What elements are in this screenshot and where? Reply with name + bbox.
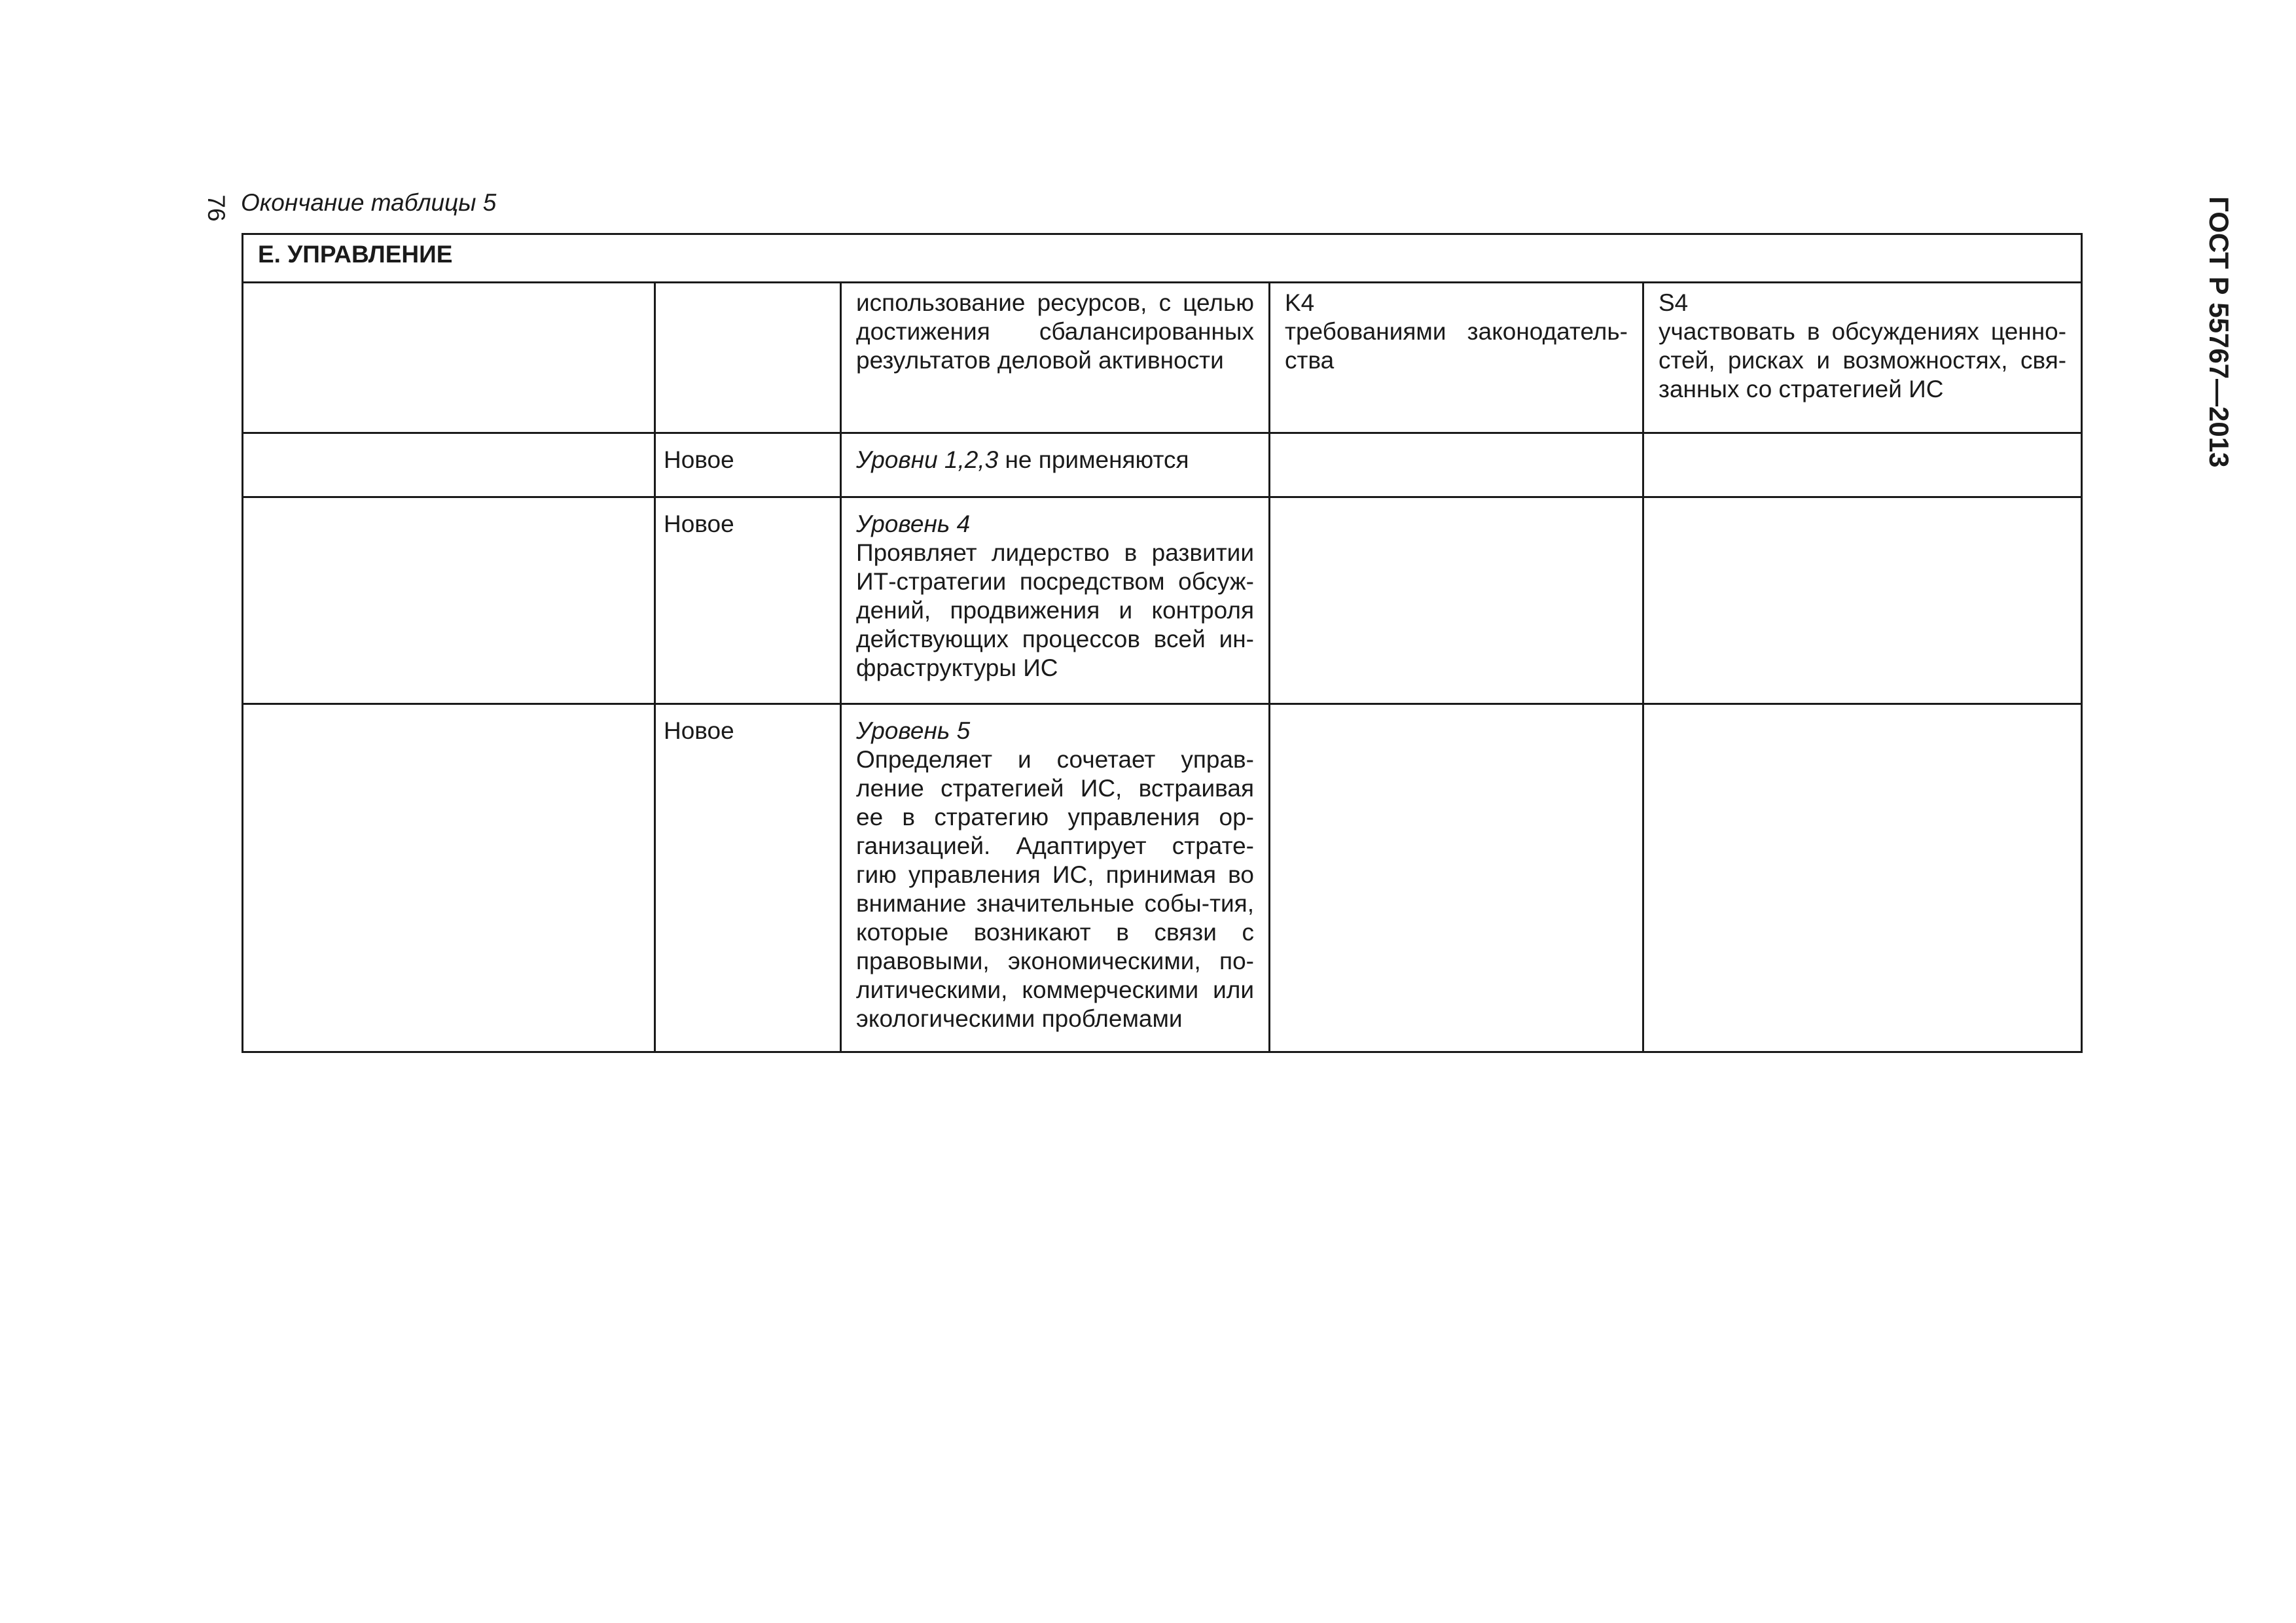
table-caption: Окончание таблицы 5 bbox=[241, 189, 497, 216]
cell-col2 bbox=[655, 283, 841, 433]
cell-col1 bbox=[243, 704, 655, 1052]
section-header-row bbox=[243, 234, 2082, 283]
cell-col3 bbox=[841, 433, 1270, 497]
table-row bbox=[243, 433, 2082, 497]
page-number: 76 bbox=[203, 194, 230, 222]
cell-col4 bbox=[1270, 704, 1643, 1052]
cell-col3-italic: Уровень 5 bbox=[856, 717, 971, 744]
cell-col1 bbox=[243, 283, 655, 433]
cell-col4 bbox=[1270, 497, 1643, 704]
cell-col1 bbox=[243, 433, 655, 497]
knowledge-text: требованиями законодатель-ства bbox=[1285, 318, 1628, 374]
table-row bbox=[243, 497, 2082, 704]
cell-col3-text: использование ресурсов, с целью достижения сбалансированных результатов деловой активности bbox=[856, 289, 1254, 374]
table-row bbox=[243, 283, 2082, 433]
cell-col5 bbox=[1643, 497, 2082, 704]
cell-col3 bbox=[841, 283, 1270, 433]
skill-text: участвовать в обсуждениях ценно-стей, рисках и возможностях, свя-занных со стратегией ИС bbox=[1659, 318, 2067, 402]
cell-col4 bbox=[1270, 283, 1643, 433]
knowledge-code: K4 bbox=[1285, 289, 1315, 316]
cell-col5 bbox=[1643, 283, 2082, 433]
competence-table bbox=[242, 233, 2083, 1053]
table-row bbox=[243, 704, 2082, 1052]
cell-col3-text: Проявляет лидерство в развитии ИТ-стратегии посредством обсуж-дений, продвижения и контроля действующих процессов всей ин-фраструктуры ИС bbox=[856, 539, 1254, 681]
cell-col3 bbox=[841, 497, 1270, 704]
section-title: E. УПРАВЛЕНИЕ bbox=[243, 234, 2082, 283]
cell-col3-text: не применяются bbox=[998, 446, 1189, 473]
cell-col3-italic: Уровень 4 bbox=[856, 510, 971, 537]
cell-col1 bbox=[243, 497, 655, 704]
cell-col2: Новое bbox=[655, 704, 841, 1052]
cell-col2: Новое bbox=[655, 497, 841, 704]
cell-col3-italic: Уровни 1,2,3 bbox=[856, 446, 999, 473]
cell-col5 bbox=[1643, 433, 2082, 497]
skill-code: S4 bbox=[1659, 289, 1689, 316]
cell-col4 bbox=[1270, 433, 1643, 497]
cell-col2: Новое bbox=[655, 433, 841, 497]
cell-col5 bbox=[1643, 704, 2082, 1052]
standard-id: ГОСТ Р 55767—2013 bbox=[2204, 196, 2234, 468]
cell-col3 bbox=[841, 704, 1270, 1052]
cell-col3-text: Определяет и сочетает управ-ление стратегией ИС, встраивая ее в стратегию управления ор-ганизацией. Адаптирует страте-гию управления ИС, принимая во внимание значительные собы-тия, которые возникают в связи с правовыми, экономическими, по-литическими, коммерческими или экологическими проблемами bbox=[856, 746, 1254, 1032]
